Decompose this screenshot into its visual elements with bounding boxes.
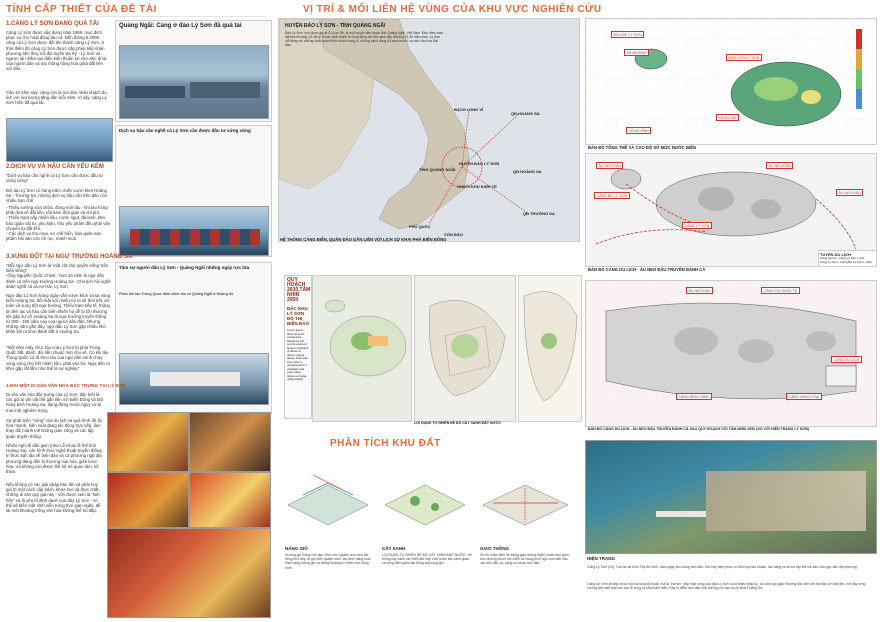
region-map-svg (279, 19, 579, 241)
plan-caption: LỢI DỤNG TỰ NHIÊN ĐỂ ĐÔ CÀY XANH MẶT NƯỚC (414, 421, 501, 425)
section-2-paragraph-2: Đội tàu Lý Sơn có hàng trăm chiếc vươn khơi Hoàng Sa - Trường Sa, nhưng dịch vụ hậu cần trên đảo còn nhiều hạn chế: (6, 188, 108, 204)
festival-photo-3 (107, 472, 189, 528)
label-an-hai: XÃ AN HẢI (716, 114, 739, 121)
section-4-paragraph-3: Nhiều nghi lễ dân gian (như Lễ Khao lề thế lính Hoàng Sa), các hình thức nghệ thuật truyền thống, tri thức bản địa về biển đảo và cả phương ngữ địa phương đang dần bị thương mại hóa, giản lược hóa. Và không còn được thế hệ trẻ quan tâm, kế thừa. (6, 443, 103, 475)
plan-map-1-svg (313, 276, 411, 421)
section-3-title: 3.XUNG ĐỘT TẠI NGƯ TRƯỜNG HOÀNG SA (6, 254, 133, 260)
right-section-title: VỊ TRÍ & MỐI LIÊN HỆ VÙNG CỦA KHU VỰC NGHIÊN CỨU (303, 4, 602, 15)
island-elevation-map (585, 18, 877, 145)
region-map-caption: HỆ THỐNG CẢNG BIỂN, QUẦN ĐẢO GẦN LIỀN VỚI LỊCH SỬ KHAI PHÁ BIỂN ĐÔNG (280, 237, 447, 242)
place-truong-sa: QĐ.TRƯỜNG SA (523, 211, 555, 216)
section-2-paragraph-1: "Dịch vụ hậu cần nghề cá Lý Sơn cần được đầu tư xứng xứng" (6, 173, 103, 184)
place-con-dao: CÔN ĐẢO (444, 232, 463, 237)
plan-map-3-svg (519, 276, 581, 421)
current-aerial-photo (585, 440, 877, 554)
place-ly-son: HUYỆN ĐẢO LÝ SƠN (459, 161, 500, 166)
analysis-wind-body: Hướng gió Đông chủ đạo. Khu vực nghiên cứu chịu tác động trực tiếp từ gió biển quanh năm, tạo tiềm năng khai thác năng lượng gió và thông thoáng tự nhiên cho công trình. (285, 553, 371, 570)
section-4-paragraph-4: Nếu không có các giải pháp bảo tồn và phát huy giá trị một cách cấp bách, khoa học và thực chất, những di sản quý giá này - vốn được xem là "linh hồn" và là yếu tố định danh của đảo Lý Sơn - có thể sẽ biến mất vĩnh viễn trong thời gian ngắn, để lại một khoảng trống văn hóa không thể bù đắp. (6, 482, 101, 514)
left-section-title: TÍNH CẤP THIẾT CỦA ĐỀ TÀI (6, 4, 157, 15)
news-clip-1 (115, 20, 272, 122)
region-map (278, 18, 580, 242)
section-3-paragraph-1: "Mỗi ngư dân Lý Sơn là 'một cột chủ quyền sống' trên biển Đông" -Ông Nguyễn Quốc Chinh - hơn 30 năm là ngư dân đánh cá trên ngư trường Hoàng Sa - Chủ tịch hội nghề đoàn nghề cá xã An Hải, Lý Sơn (6, 263, 111, 289)
island-map-caption: BẢN ĐỒ TỔNG THỂ VÀ CAO ĐỘ SỐ MỨC NƯỚC BIỂN (588, 145, 696, 150)
iso-wind-svg (283, 455, 373, 543)
festival-photo-5 (107, 528, 271, 618)
analysis-traffic-body: Sơ đồ nhận diện hệ thống giao thông tuyến mạch bao gồm: trục đường chính ven biển và mạng lưới ngõ xóm dẫn vào các khu dân cư, cảng cá và âu neo đậu. (480, 553, 570, 566)
boats-shape (190, 82, 260, 98)
port-map-caption: BẢN ĐỒ CẢNG DU LỊCH - ÂU NEO ĐẬU TRUYỀN ĐÁNH CÁ (588, 267, 706, 272)
news-clip-3-subheadline: Phản đối tàu Trung Quốc đâm chìm tàu cá Quảng Ngãi ở Hoàng Sa (119, 292, 234, 296)
news-clip-3 (115, 262, 272, 414)
boats-shape (125, 86, 185, 98)
ship-conflict-photo (119, 353, 269, 405)
news-clip-1-headline: Quảng Ngãi: Cảng ở đảo Lý Sơn đã quá tải (119, 23, 242, 29)
tag-little-port: CẢNG BÉ LÝ SƠN (594, 192, 630, 199)
analysis-wind-title: NĂNG GIÓ (285, 546, 308, 551)
iso-traffic-svg (478, 455, 573, 543)
analysis-diagram-traffic (478, 455, 573, 543)
place-quang-ngai: TỈNH QUẢNG NGÃI (419, 167, 456, 172)
section-4-title: 4.MAI MỘT DI SẢN VĂN HÓA ĐẶC TRƯNG TẠI LÝ SƠN (6, 383, 126, 388)
place-hoang-sa: QĐ.HOÀNG SA (513, 169, 542, 174)
place-bach-long-vi: BẠCH LONG VĨ (454, 107, 484, 112)
iso-green-svg (380, 455, 470, 543)
analysis-title: PHÂN TÍCH KHU ĐẤT (330, 438, 441, 449)
place-hoang-sa-2: QĐ.HOÀNG SA (511, 111, 540, 116)
ship-shape (150, 372, 240, 386)
region-map-title: HUYỆN ĐẢO LÝ SƠN - TỈNH QUẢNG NGÃI (285, 23, 386, 29)
festival-photo-4 (189, 472, 271, 528)
breakwater-shape (656, 511, 706, 517)
detail-tag-fishing-port: CẢNG CÁ QUỐC TẾ (761, 287, 800, 294)
detail-tag-main-port: CẢNG BẾN CHÍNH (676, 393, 712, 400)
news-clip-2-headline: Dịch vụ hậu cần nghề cá Lý Sơn cần được đầu tư xứng xứng (119, 128, 251, 133)
legend-item-2: Cảng Lý Sơn - Cảng Bé Lý Sơn (~30p) (820, 259, 873, 264)
news-clip-2 (115, 125, 272, 257)
analysis-green-title: CÂY XANH (382, 546, 406, 551)
plan-body: Lorem ipsum dolor sit amet, consectetur adipiscing elit, sed do eiusmod tempor incididunt ut labore et dolore magna aliqua. Duis aute irure dolor in reprehenderit in voluptate velit esse cillum dolore eu fugiat nulla pariatur. (287, 328, 309, 381)
boats-row-shape (130, 229, 260, 245)
analysis-traffic-title: GIAO THÔNG (480, 546, 509, 551)
harbor-photo (6, 118, 113, 162)
place-economic-zone: CHUỖI KHU KINH TẾ (457, 184, 497, 189)
detail-port-map (585, 280, 877, 427)
detail-tag-tour-port: CẢNG DU LỊCH (831, 356, 862, 363)
analysis-diagram-wind (283, 455, 373, 543)
section-1-title: 1.CẢNG LÝ SƠN ĐANG QUÁ TẢI (6, 21, 99, 27)
section-4-paragraph-1: Di sản văn hóa đặc trưng của Lý Sơn, đặc biệt là các giá trị phi vật thể gắn liền với Biển Đông và Đội hùng binh Hoàng Sa, đang đứng trước nguy cơ bị mai một nghiêm trọng. (6, 392, 104, 413)
plan-map-2 (414, 275, 516, 422)
plan-subtitle: ĐẶC KHU LÝ SƠN ĐÔ THỊ BIỂN ĐẢO (287, 306, 310, 326)
section-3-paragraph-3: "Một năm mấy chục tàu của Lý Sơn bị phía Trung Quốc bắt, đánh, đòi tiền chuộc mới cho về. Có khi tàu Trung Quốc cứ đi theo tàu của ngư dân mình chạy vòng vòng cho hết nhiên liệu, phải vào bờ. Ngư dân ra khơi gặp rất lắm như thế là sợ nghiệp" (6, 345, 110, 371)
legend-title: TUYẾN DU LỊCH (820, 252, 851, 257)
tag-anchorage-2: ÂU NEO ĐẬU (836, 189, 863, 196)
plan-map-3 (518, 275, 582, 422)
tag-ly-son-port: CẢNG LÝ SƠN (682, 222, 712, 229)
festival-photo-2 (189, 412, 271, 472)
region-map-description: Đảo Lý Sơn, còn được gọi là Cù Lao Ré, là một huyện đảo thuộc tỉnh Quảng Ngãi, Việt Nam. Đảo nằm cách đất liền khoảng 15 hải lý. Được hình thành từ hoạt động núi lửa cách đây khoảng 25-30 triệu năm, Lý Sơn nổi tiếng với những cảnh quan thiên nhiên hùng vĩ, những cánh đồng tỏi xanh mướt, và nền văn hóa độc đáo. (285, 31, 444, 48)
section-1-paragraph-2: Cần 10 năm nay, cảng còn là nơi đón nhận khách du lịch với lưu lượng tăng dần mỗi năm. Vì vậy, cảng Lý Sơn hiện đã quá tải. (6, 90, 107, 106)
analysis-diagram-green (380, 455, 470, 543)
fishing-boats-photo (119, 206, 269, 256)
tag-anchorage-3: ÂU NEO ĐẬU (766, 162, 793, 169)
section-2-paragraph-3: - Thiếu xưởng sửa chữa, đóng mới tàu - khi tàu hỏng phải đưa về đất liền, tốn kém thời gian và chi phí. - Thiếu trạm cấp nhiên liệu, nước ngọt, đá lạnh, kho bảo quản vật tư, phụ kiện, nhu yếu phẩm đều phải vận chuyển từ đất liền. - Các dịch vụ thu mua, sơ chế biển, bảo quản sản phẩm hải sản còn rời rạc, manh mún. (6, 205, 111, 242)
detail-tag-anchorage: ÂU NEO ĐẬU (686, 287, 713, 294)
plan-note (284, 275, 312, 419)
place-phu-quoc: PHÚ QUỐC (409, 224, 431, 229)
current-paragraph-2: Cảng An Vĩnh không chỉ là một hạ tầng kỹ thuật, mà là "trái tim" đập nhịp sống của đảo Lý Sơn suốt nhiều thập kỷ. Là cửa ngõ giao thương đầu tiên kết nối đảo với đất liền, nơi đây từng chứng kiến biết bao con tàu rẽ sóng ra khơi bám biển. Đây là điểm neo đậu của những con tàu vươn khơi Hoàng Sa. (587, 582, 866, 591)
section-1-paragraph-1: Cảng Lý Sơn được xây dựng năm 1999, mục đích phục vụ cho hoạt động tàu cá. Đến tháng 5.2005 cảng cá Lý Sơn được đối tên thành cảng Lý Sơn, ở thời điểm đó cảng Lý Sơn được cấp phép tiếp nhận phương tiện thủy nội địa tuyến Sa Kỳ - Lý Sơn và ngược lại nhằm tạo điều kiện thuận lợi cho việc đi lại của người dân và lưu thông hàng hóa giữa đất liền với đảo. (6, 30, 107, 72)
label-big-island: ĐẢO LỚN LÝ SƠN (726, 54, 762, 61)
town-shape (706, 471, 866, 531)
section-4-paragraph-2: Sự phát triển "nóng" của du lịch và quá trình đô thị hóa nhanh, kiến soát đang tác động trực tiếp, làm thay đổi mạnh mẽ không gian sống và các tập quán truyền thống. (6, 418, 102, 439)
detail-tag-cargo-port: CẢNG HÀNG HÓA (786, 393, 822, 400)
news-clip-3-headline: Tâm sự người dân Lý Sơn - Quảng Ngãi những ngày rực lửa (119, 265, 250, 270)
festival-photo-1 (107, 412, 189, 472)
section-3-paragraph-2: Ngư dân Lý Sơn hàng ngày vẫn vươn khơi xa tại vùng biển Hoàng Sa, đối mặt với nhiều rủi ro về thời tiết, an toàn và xung đột ngư trường. Thiếu trạm tiếp tế, thông tin liên lạc và hậu cần biển khiến họ dễ bị tổn thương khi gặp sự cố. Hoàng Sa là ngư trường truyền thống từ 300 - 400 năm nay của người dân đảo. Nhưng những năm gần đây, ngư dân Lý Sơn gặp nhiều khó khăn khi ra khơi đánh bắt ở Hoàng Sa. (6, 293, 111, 335)
detail-map-svg (586, 281, 876, 426)
tour-route-legend (818, 250, 877, 267)
port-photo (119, 45, 269, 119)
label-little-island: ĐẢO BÉ LÝ SƠN (611, 31, 644, 38)
tag-anchorage-1: ÂU NEO ĐẬU (596, 162, 623, 169)
detail-map-caption: BẢN ĐỒ CẢNG DU LỊCH - ÂU NEO ĐẬU TRUYỀN ĐÁNH CÁ SAU QUY HOẠCH VỚI TẦM NHÌN 2050 (SO VỚI HIỆN TRẠNG LÝ SƠN) (588, 427, 810, 431)
label-an-vinh: XÃ AN VĨNH (626, 127, 651, 134)
plan-map-2-svg (415, 276, 515, 421)
section-2-title: 2.DỊCH VỤ VÀ HẬU CẦN YẾU KÉM (6, 164, 104, 170)
divider (6, 16, 266, 17)
plan-map-1 (312, 275, 412, 422)
current-paragraph-1: Cảng Lý Sơn (cũ): Tọa lạc tại thôn Tây An Vĩnh, năm ngay khu trung tâm đảo. Nơi này hiện phục vụ hỗn hợp tàu khách, tàu hàng và là nơi tập kết hải sản của ngư dân địa phương. (587, 565, 858, 569)
label-an-binh: XÃ AN BÌNH (624, 49, 649, 56)
analysis-green-body: LỢI DỤNG TỰ NHIÊN ĐỂ ĐÔ CÂY XANH MẶT NƯỚC. Hệ thống cây xanh ven biển kết hợp mặt nước tạo cảnh quan và vùng đệm giảm tác động của sóng gió. (382, 553, 472, 566)
plan-title: QUY HOẠCH 2030,TẦM NHÌN 2050 (287, 277, 311, 303)
current-title: HIỆN TRẠNG (587, 556, 615, 561)
legend-item-1: Cảng Sa Kỳ - Cảng Lý Sơn (~1h) (820, 256, 865, 260)
